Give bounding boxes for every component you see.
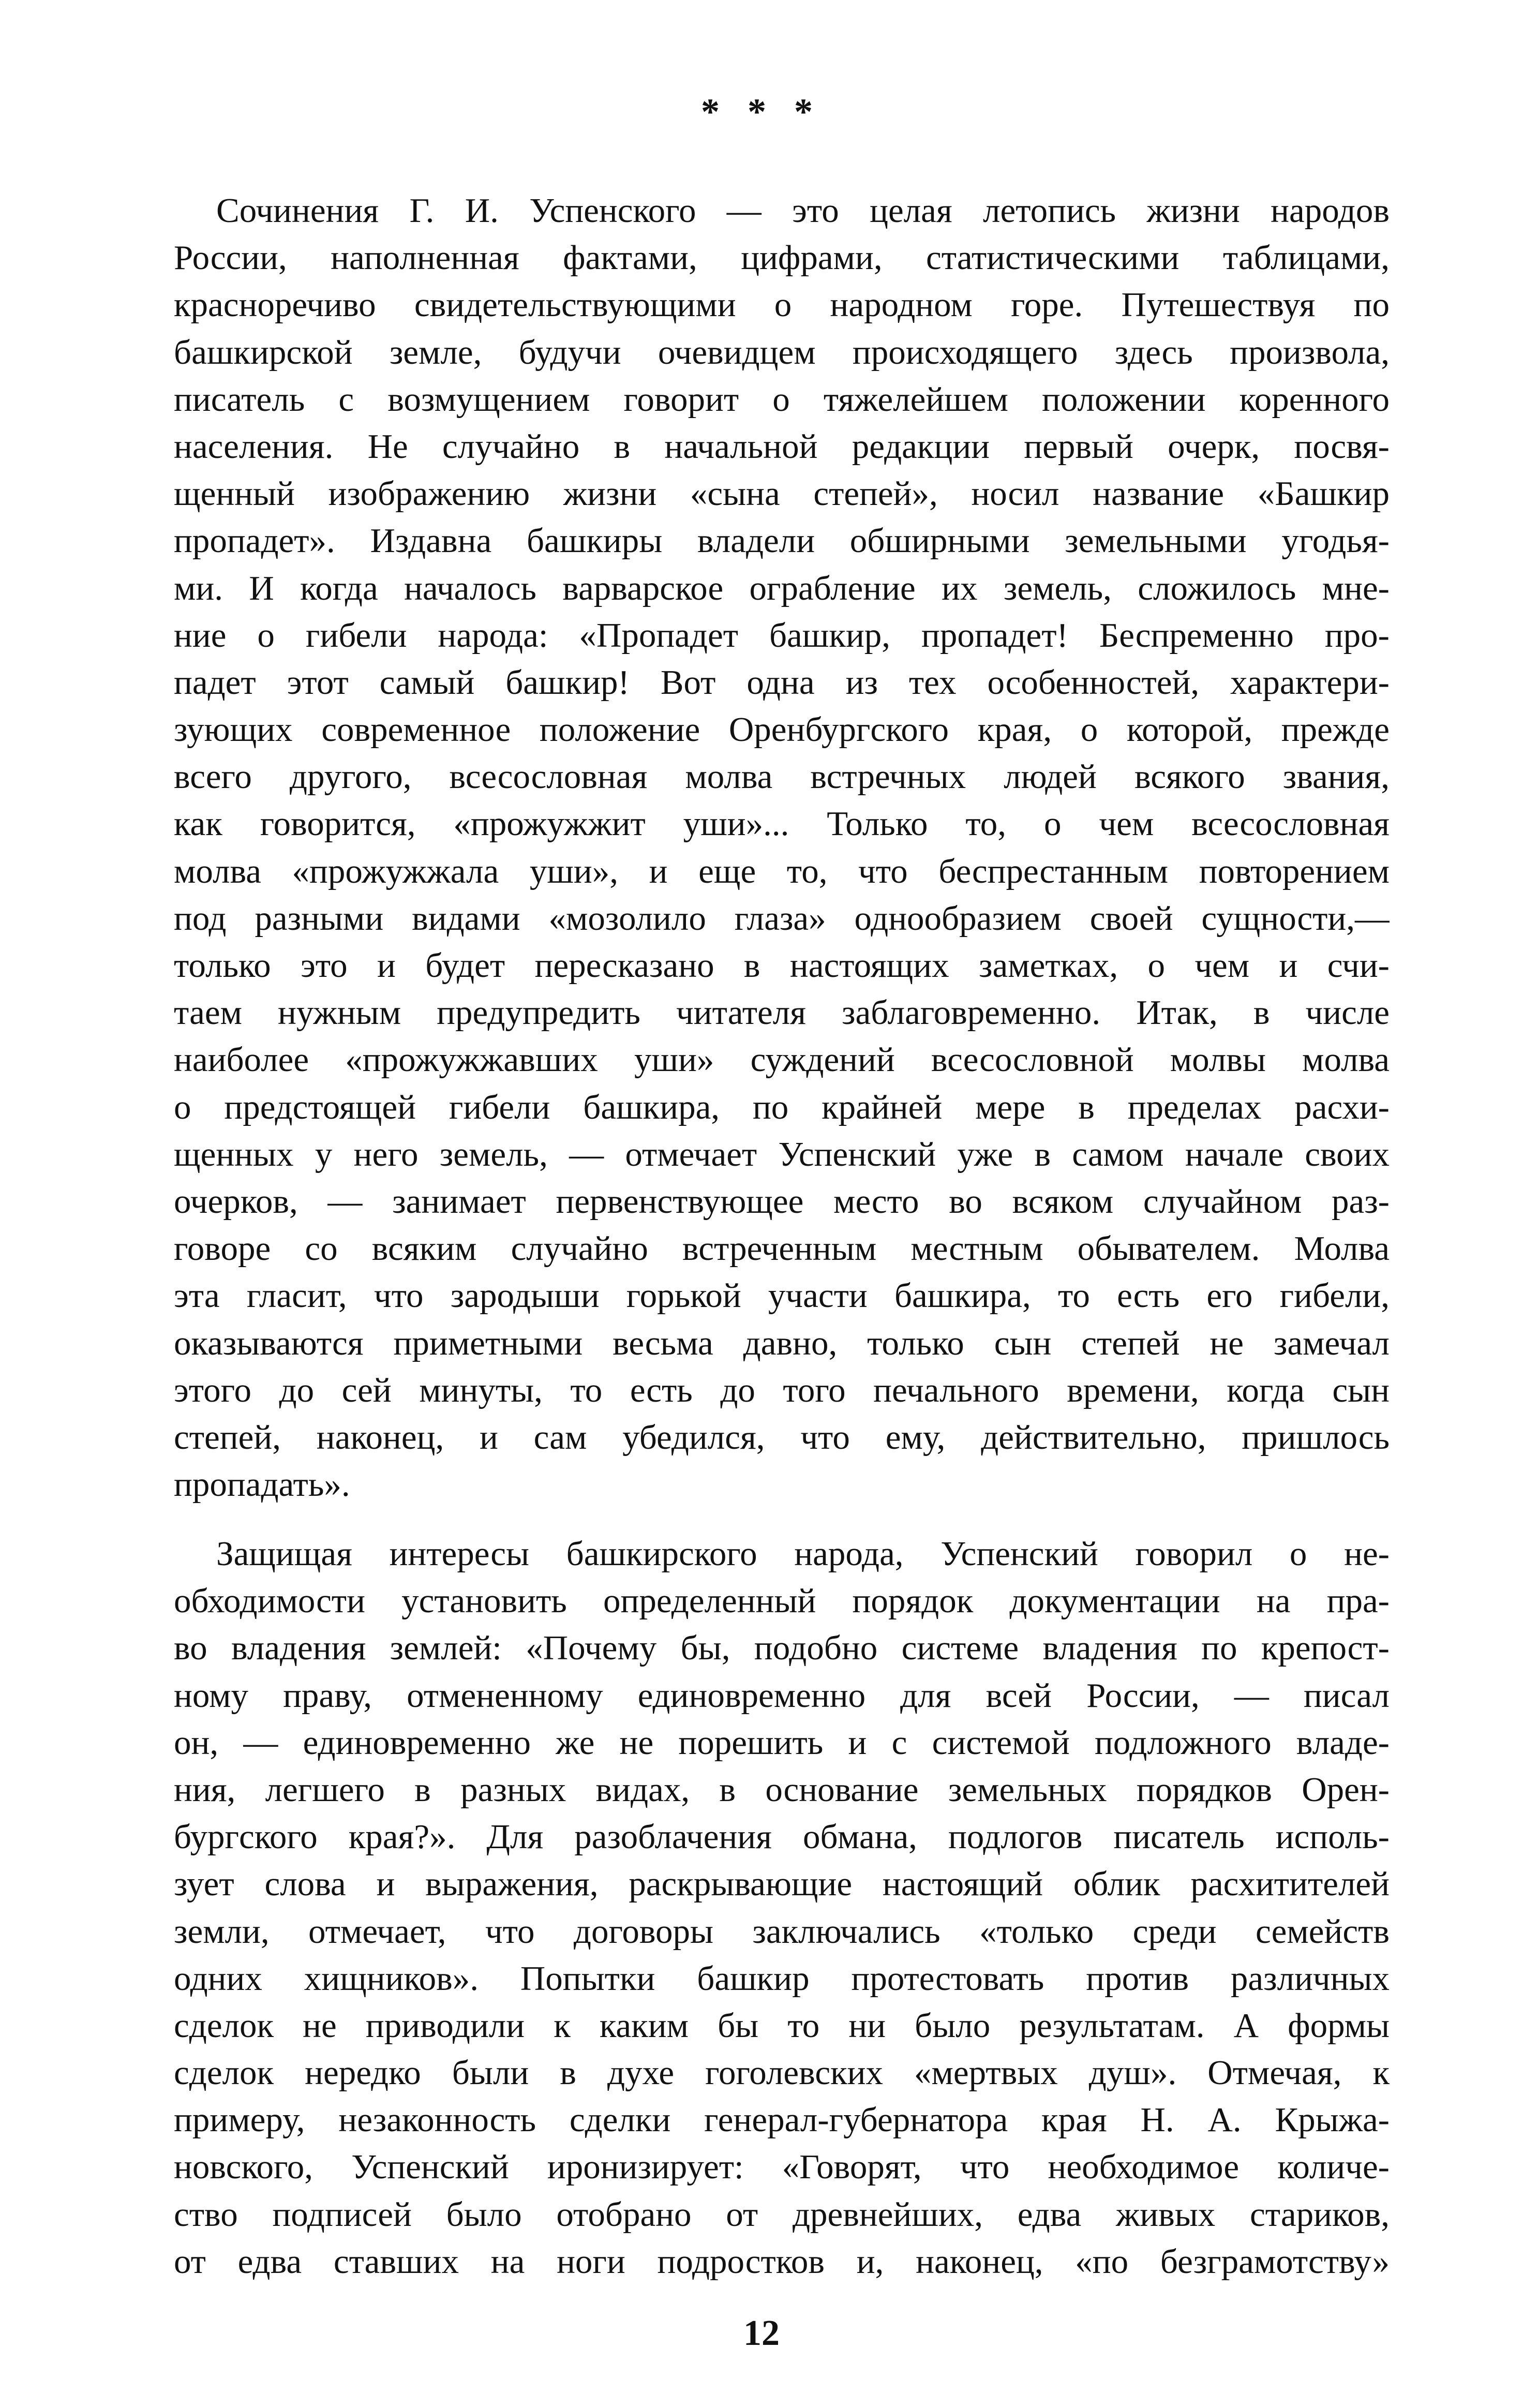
text-line: примеру, незаконность сделки генерал-губернатора края Н. А. Крыжа- <box>174 2101 1390 2139</box>
text-line: Сочинения Г. И. Успенского — это целая летопись жизни народов <box>216 191 1390 230</box>
text-line: во владения землей: «Почему бы, подобно системе владения по крепост- <box>174 1629 1390 1668</box>
text-line: наиболее «прожужжавших уши» суждений всесословной молвы молва <box>174 1041 1390 1079</box>
text-line: зует слова и выражения, раскрывающие настоящий облик расхитителей <box>174 1865 1390 1904</box>
text-line: таем нужным предупредить читателя заблаговременно. Итак, в числе <box>174 993 1390 1032</box>
text-line: о предстоящей гибели башкира, по крайней мере в пределах расхи- <box>174 1088 1390 1126</box>
text-line: оказываются приметными весьма давно, только сын степей не замечал <box>174 1324 1390 1362</box>
text-line: этого до сей минуты, то есть до того печального времени, когда сын <box>174 1371 1390 1409</box>
text-line: он, — единовременно же не порешить и с системой подложного владе- <box>174 1723 1390 1762</box>
text-line: населения. Не случайно в начальной редакции первый очерк, посвя- <box>174 427 1390 466</box>
text-line: как говорится, «прожужжит уши»... Только то, о чем всесословная <box>174 805 1390 843</box>
text-line: земли, отмечает, что договоры заключались «только среди семейств <box>174 1912 1390 1951</box>
text-line: ство подписей было отобрано от древнейших, едва живых стариков, <box>174 2195 1390 2234</box>
text-line: бургского края?». Для разоблачения обмана, подлогов писатель исполь- <box>174 1818 1390 1856</box>
text-line: красноречиво свидетельствующими о народном горе. Путешествуя по <box>174 286 1390 324</box>
text-line: пропадет». Издавна башкиры владели обширными земельными угодья- <box>174 522 1390 560</box>
text-line: только это и будет пересказано в настоящих заметках, о чем и счи- <box>174 946 1390 985</box>
text-line: щенных у него земель, — отмечает Успенский уже в самом начале своих <box>174 1135 1390 1173</box>
paragraph <box>174 1530 1390 2285</box>
text-line: молва «прожужжала уши», и еще то, что беспрестанным повторением <box>174 852 1390 890</box>
text-line: всего другого, всесословная молва встречных людей всякого звания, <box>174 757 1390 796</box>
page-number: 12 <box>743 2313 780 2353</box>
text-line: обходимости установить определенный порядок документации на пра- <box>174 1582 1390 1621</box>
text-line: эта гласит, что зародыши горькой участи башкира, то есть его гибели, <box>174 1276 1390 1315</box>
text-line: сделок нередко были в духе гоголевских «мертвых душ». Отмечая, к <box>174 2054 1390 2092</box>
text-line: сделок не приводили к каким бы то ни было результатам. А формы <box>174 2006 1390 2045</box>
text-line: писатель с возмущением говорит о тяжелейшем положении коренного <box>174 380 1390 419</box>
text-line: щенный изображению жизни «сына степей», носил название «Башкир <box>174 474 1390 513</box>
section-ornament: * * * <box>701 91 822 132</box>
text-line: говоре со всяким случайно встреченным местным обывателем. Молва <box>174 1229 1390 1268</box>
text-line: новского, Успенский иронизирует: «Говорят, что необходимое количе- <box>174 2148 1390 2187</box>
text-line: степей, наконец, и сам убедился, что ему, действительно, пришлось <box>174 1418 1390 1456</box>
text-line: ному праву, отмененному единовременно для всей России, — писал <box>174 1676 1390 1715</box>
paragraph <box>174 187 1390 1508</box>
text-line: ние о гибели народа: «Пропадет башкир, пропадет! Беспременно про- <box>174 616 1390 655</box>
text-line: пропадать». <box>174 1465 350 1504</box>
text-line: ния, легшего в разных видах, в основание земельных порядков Орен- <box>174 1770 1390 1809</box>
text-line: от едва ставших на ноги подростков и, наконец, «по безграмотству» <box>174 2242 1390 2281</box>
text-line: очерков, — занимает первенствующее место во всяком случайном раз- <box>174 1182 1390 1221</box>
text-line: Защищая интересы башкирского народа, Успенский говорил о не- <box>216 1535 1390 1573</box>
text-line: башкирской земле, будучи очевидцем происходящего здесь произвола, <box>174 333 1390 371</box>
text-line: России, наполненная фактами, цифрами, статистическими таблицами, <box>174 239 1390 277</box>
text-line: падет этот самый башкир! Вот одна из тех особенностей, характери- <box>174 663 1390 702</box>
text-line: под разными видами «мозолило глаза» однообразием своей сущности,— <box>174 899 1390 938</box>
text-line: ми. И когда началось варварское ограбление их земель, сложилось мне- <box>174 569 1390 607</box>
text-line: одних хищников». Попытки башкир протестовать против различных <box>174 1959 1390 1998</box>
text-line: зующих современное положение Оренбургского края, о которой, прежде <box>174 710 1390 749</box>
